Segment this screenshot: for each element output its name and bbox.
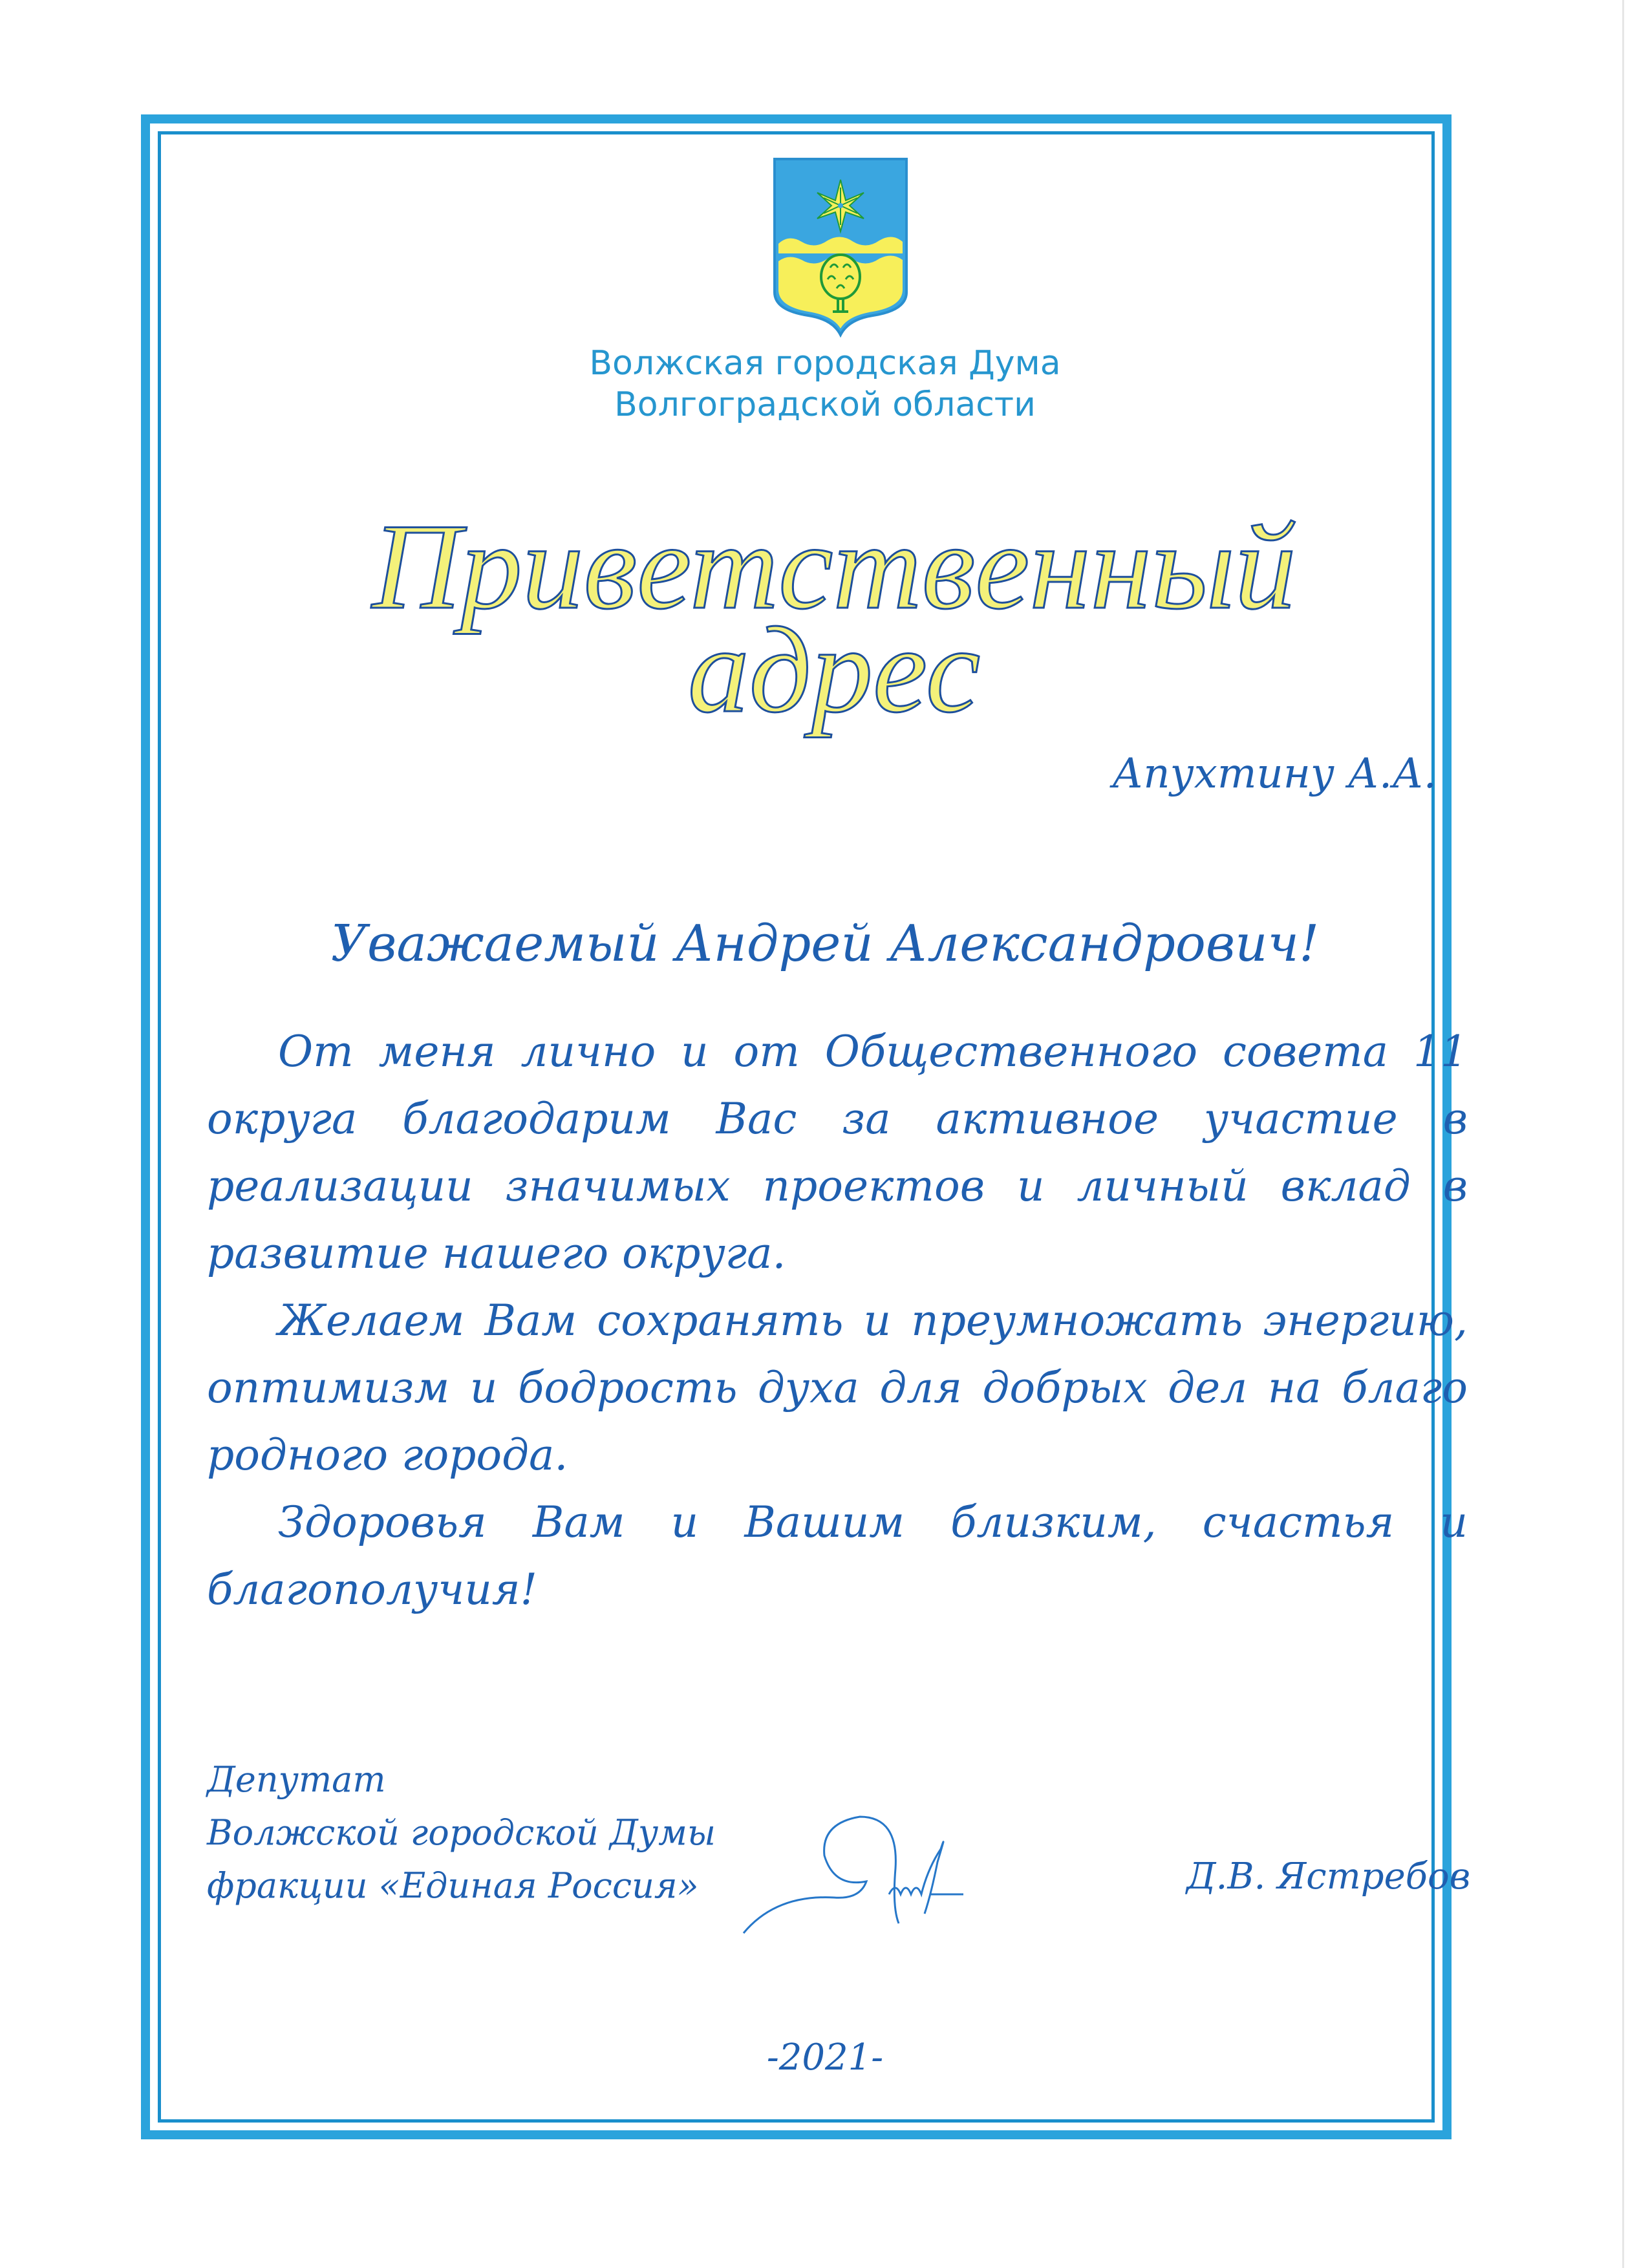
letter-body — [207, 1018, 1468, 1623]
addressee-name: Апухтину А.А. — [1111, 750, 1437, 798]
salutation: Уважаемый Андрей Александрович! — [330, 915, 1320, 973]
organization-region: Волгоградской области — [614, 385, 1036, 424]
position-line-3: фракции «Единая Россия» — [207, 1865, 699, 1906]
title-line-1: Приветственный — [372, 499, 1296, 635]
paragraph-wishes: Желаем Вам сохранять и преумножать энергию, оптимизм и бодрость духа для добрых дел на благо родного города. — [207, 1296, 1468, 1480]
certificate-title — [0, 498, 1650, 756]
paragraph-gratitude: От меня лично и от Общественного совета 11 округа благодарим Вас за активное участие в реализации значимых проектов и личный вклад в развитие нашего округа. — [207, 1027, 1468, 1278]
coat-of-arms-icon — [769, 156, 912, 337]
paragraph-health: Здоровья Вам и Вашим близким, счастья и благополучия! — [207, 1497, 1468, 1614]
handwritten-signature-icon — [737, 1810, 1047, 1940]
position-line-1: Депутат — [207, 1759, 386, 1800]
signatory-position — [207, 1753, 716, 1912]
signatory-name: Д.В. Ястребов — [1186, 1856, 1471, 1898]
title-line-2: адрес — [687, 603, 981, 738]
position-line-2: Волжской городской Думы — [207, 1812, 716, 1853]
organization-name: Волжская городская Дума — [589, 344, 1061, 383]
scan-page-edge — [1622, 0, 1624, 2268]
document-year: -2021- — [766, 2037, 884, 2079]
